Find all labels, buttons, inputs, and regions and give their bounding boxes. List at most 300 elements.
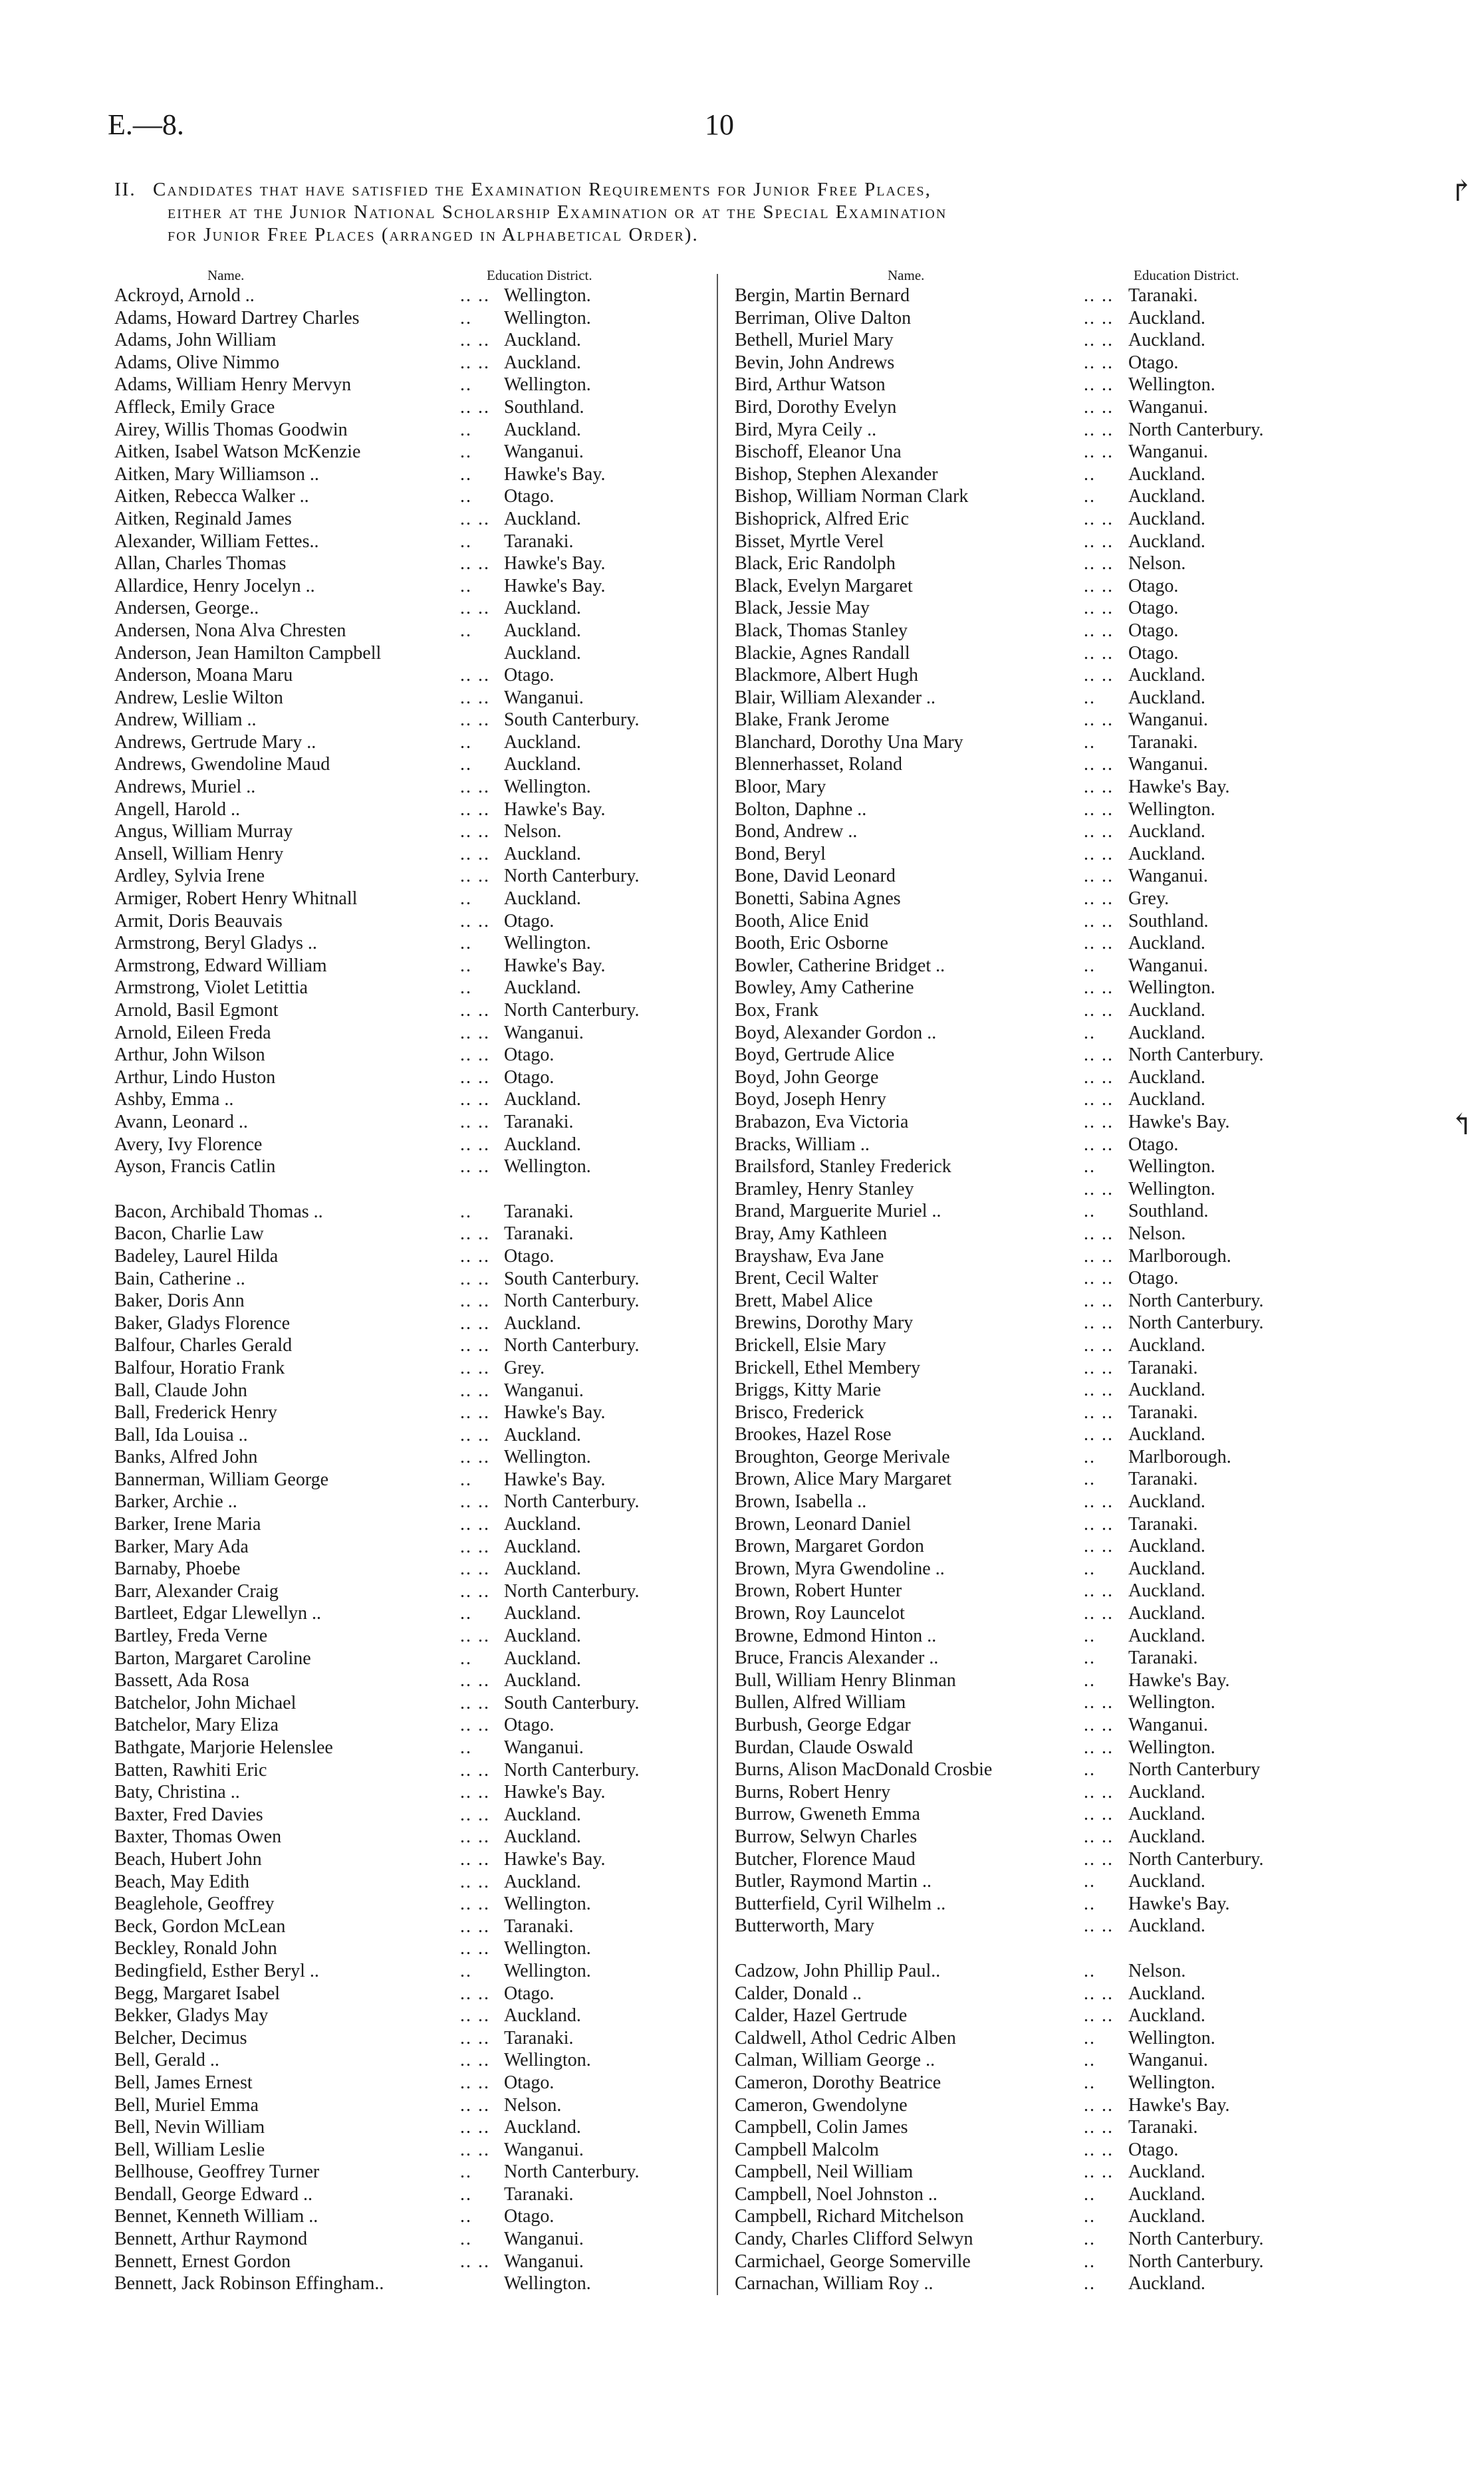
education-district: Auckland. — [504, 1089, 581, 1110]
candidate-row — [114, 753, 716, 776]
candidate-row — [721, 1647, 1360, 1669]
candidate-row — [721, 1022, 1360, 1045]
leader-dots: .. .. — [1084, 821, 1114, 842]
leader-dots: .. .. — [1084, 352, 1114, 373]
candidate-name: Brown, Myra Gwendoline .. — [735, 1558, 945, 1579]
leader-dots: .. .. — [1084, 1334, 1114, 1356]
leader-dots: .. .. — [460, 2050, 490, 2071]
education-district: Hawke's Bay. — [1128, 777, 1230, 798]
leader-dots: .. .. — [460, 1938, 490, 1959]
candidate-row — [114, 1290, 716, 1312]
education-district: Auckland. — [1128, 1603, 1205, 1624]
candidate-name: Andrews, Gertrude Mary .. — [114, 731, 316, 753]
education-district: Otago. — [1128, 620, 1179, 641]
candidate-row — [721, 1513, 1360, 1536]
candidate-row — [721, 1983, 1360, 2005]
candidate-row — [721, 553, 1360, 575]
leader-dots: .. .. — [460, 2072, 490, 2093]
candidate-row — [114, 2049, 716, 2072]
candidate-name: Bartleet, Edgar Llewellyn .. — [114, 1603, 321, 1624]
candidate-name: Bishop, Stephen Alexander — [735, 463, 938, 485]
leader-dots: .. — [1084, 2229, 1096, 2250]
leader-dots: .. — [460, 1648, 472, 1669]
education-district: Wanganui. — [1128, 866, 1208, 887]
candidate-row — [721, 1491, 1360, 1513]
candidate-row — [721, 1669, 1360, 1692]
leader-dots: .. .. — [1084, 285, 1114, 306]
education-district: Taranaki. — [504, 1111, 574, 1132]
leader-dots: .. — [460, 2161, 472, 2183]
education-district: Auckland. — [504, 2005, 581, 2027]
leader-dots: .. .. — [460, 553, 490, 574]
leader-dots: .. .. — [1084, 1826, 1114, 1847]
education-district: Wanganui. — [504, 1737, 584, 1758]
candidate-row — [721, 1423, 1360, 1446]
candidate-name: Brown, Roy Launcelot — [735, 1603, 905, 1624]
leader-dots: .. — [1084, 687, 1096, 708]
candidate-name: Brett, Mabel Alice — [735, 1290, 873, 1311]
education-district: North Canterbury. — [1128, 1848, 1264, 1870]
candidate-row — [114, 999, 716, 1022]
leader-dots: .. .. — [1084, 1045, 1114, 1066]
education-district: Otago. — [1128, 2139, 1179, 2160]
education-district: North Canterbury. — [1128, 419, 1264, 440]
candidate-name: Brisco, Frederick — [735, 1402, 864, 1423]
leader-dots: .. .. — [460, 821, 490, 842]
leader-dots: .. .. — [1084, 1089, 1114, 1110]
education-district: Auckland. — [1128, 1491, 1205, 1513]
education-district: North Canterbury. — [504, 1491, 640, 1513]
leader-dots: .. .. — [460, 1782, 490, 1803]
candidate-row — [721, 1558, 1360, 1580]
candidate-row — [114, 1134, 716, 1156]
leader-dots: .. .. — [1084, 2139, 1114, 2160]
column-divider — [717, 274, 718, 2295]
candidate-name: Calder, Donald .. — [735, 1983, 862, 2004]
education-district: Auckland. — [1128, 2183, 1205, 2205]
leader-dots: .. .. — [1084, 888, 1114, 910]
leader-dots: .. — [460, 754, 472, 775]
leader-dots: .. .. — [1084, 441, 1114, 463]
education-district: Wellington. — [1128, 1737, 1215, 1758]
candidate-row — [721, 2139, 1360, 2161]
candidate-name: Bracks, William .. — [735, 1134, 870, 1155]
candidate-name: Black, Eric Randolph — [735, 553, 896, 574]
candidate-row — [114, 1625, 716, 1648]
leader-dots: .. .. — [1084, 531, 1114, 552]
leader-dots: .. .. — [1084, 1223, 1114, 1244]
leader-dots: .. .. — [1084, 553, 1114, 574]
education-district: North Canterbury. — [1128, 1045, 1264, 1066]
leader-dots: .. .. — [1084, 396, 1114, 418]
candidate-name: Armiger, Robert Henry Whitnall — [114, 888, 358, 910]
candidate-row — [114, 2161, 716, 2183]
candidate-name: Carnachan, William Roy .. — [735, 2273, 933, 2294]
candidate-name: Anderson, Jean Hamilton Campbell — [114, 642, 382, 664]
candidate-name: Bowler, Catherine Bridget .. — [735, 955, 945, 976]
candidate-name: Brand, Marguerite Muriel .. — [735, 1201, 941, 1222]
candidate-name: Ashby, Emma .. — [114, 1089, 234, 1110]
candidate-row — [721, 753, 1360, 776]
heading-line-2: either at the Junior National Scholarship Examination or at the Special Examination — [168, 201, 947, 223]
leader-dots: .. .. — [460, 1692, 490, 1713]
candidate-name: Blackie, Agnes Randall — [735, 642, 910, 664]
candidate-name: Banks, Alfred John — [114, 1447, 258, 1468]
education-district: Wellington. — [1128, 2027, 1215, 2048]
education-district: Otago. — [504, 1045, 555, 1066]
education-district: Southland. — [1128, 1201, 1209, 1222]
candidate-row — [721, 955, 1360, 977]
leader-dots: .. — [460, 977, 472, 999]
leader-dots: .. .. — [1084, 933, 1114, 954]
candidate-row — [114, 2273, 716, 2295]
candidate-row — [721, 2205, 1360, 2228]
education-district: Auckland. — [1128, 1871, 1205, 1892]
right-column — [721, 267, 1360, 2295]
leader-dots: .. .. — [1084, 1603, 1114, 1624]
candidate-name: Blennerhasset, Roland — [735, 754, 902, 775]
candidate-row — [114, 1937, 716, 1960]
candidate-row — [114, 1334, 716, 1357]
leader-dots: .. — [460, 731, 472, 753]
candidate-name: Brown, Isabella .. — [735, 1491, 867, 1513]
education-district: Wellington. — [504, 1960, 591, 1981]
education-district: Otago. — [1128, 1268, 1179, 1289]
candidate-name: Bell, Muriel Emma — [114, 2094, 259, 2116]
leader-dots: .. — [1084, 2273, 1096, 2294]
leader-dots: .. .. — [1084, 307, 1114, 328]
candidate-row — [114, 664, 716, 687]
candidate-row — [721, 1960, 1360, 1983]
leader-dots: .. .. — [1084, 330, 1114, 351]
leader-dots: .. — [1084, 1960, 1096, 1981]
candidate-row — [721, 820, 1360, 843]
candidate-name: Balfour, Horatio Frank — [114, 1357, 285, 1378]
candidate-name: Bergin, Martin Bernard — [735, 285, 910, 306]
education-district: Hawke's Bay. — [504, 553, 606, 574]
candidate-row — [114, 1268, 716, 1291]
education-district: Taranaki. — [1128, 1469, 1198, 1490]
candidate-row — [114, 1848, 716, 1871]
leader-dots: .. .. — [460, 1759, 490, 1781]
candidate-name: Batchelor, Mary Eliza — [114, 1715, 279, 1736]
candidate-name: Avery, Ivy Florence — [114, 1134, 263, 1155]
education-district: Auckland. — [504, 1670, 581, 1691]
leader-dots: .. .. — [460, 1894, 490, 1915]
candidate-name: Ball, Ida Louisa .. — [114, 1424, 248, 1445]
candidate-row — [721, 441, 1360, 463]
candidate-row — [114, 865, 716, 888]
education-district: Auckland. — [504, 1134, 581, 1155]
candidate-name: Adams, John William — [114, 330, 277, 351]
candidate-name: Bishoprick, Alfred Eric — [735, 508, 910, 529]
candidate-row — [114, 1669, 716, 1692]
candidate-name: Burdan, Claude Oswald — [735, 1737, 914, 1758]
leader-dots: .. — [1084, 1201, 1096, 1222]
leader-dots: .. — [1084, 1625, 1096, 1646]
education-district: Wanganui. — [1128, 1715, 1208, 1735]
candidate-name: Campbell, Neil William — [735, 2161, 914, 2183]
education-district: North Canterbury. — [1128, 2251, 1264, 2272]
candidate-name: Barker, Mary Ada — [114, 1536, 249, 1557]
candidate-row — [721, 865, 1360, 888]
leader-dots: .. .. — [1084, 1915, 1114, 1937]
candidate-name: Burrow, Gweneth Emma — [735, 1804, 920, 1825]
education-district: Auckland. — [504, 330, 581, 351]
education-district: Auckland. — [1128, 821, 1205, 842]
candidate-row — [114, 1580, 716, 1603]
education-district: North Canterbury. — [504, 866, 640, 887]
candidate-name: Arnold, Basil Egmont — [114, 1000, 279, 1021]
candidate-name: Blackmore, Albert Hugh — [735, 665, 919, 686]
heading-line-3: for Junior Free Places (arranged in Alphabetical Order). — [168, 224, 699, 245]
candidate-row — [721, 1200, 1360, 1223]
candidate-name: Allardice, Henry Jocelyn .. — [114, 575, 315, 596]
education-district: Auckland. — [1128, 843, 1205, 864]
candidate-name: Baker, Doris Ann — [114, 1291, 245, 1312]
candidate-name: Airey, Willis Thomas Goodwin — [114, 419, 348, 440]
candidate-list-a — [114, 285, 716, 1178]
candidate-name: Berriman, Olive Dalton — [735, 307, 912, 328]
leader-dots: .. — [460, 1469, 472, 1490]
left-column — [114, 267, 716, 2295]
candidate-name: Ackroyd, Arnold .. — [114, 285, 255, 306]
education-district: Auckland. — [1128, 307, 1205, 328]
candidate-row — [721, 2183, 1360, 2206]
candidate-name: Bray, Amy Kathleen — [735, 1223, 888, 1244]
education-district: Grey. — [1128, 888, 1170, 910]
leader-dots: .. .. — [1084, 642, 1114, 664]
candidate-row — [721, 2161, 1360, 2183]
candidate-row — [721, 1468, 1360, 1491]
candidate-row — [721, 888, 1360, 910]
candidate-name: Butler, Raymond Martin .. — [735, 1871, 931, 1892]
candidate-name: Affleck, Emily Grace — [114, 396, 275, 418]
education-district: Otago. — [1128, 598, 1179, 619]
leader-dots: .. — [1084, 2183, 1096, 2205]
leader-dots: .. .. — [1084, 1245, 1114, 1267]
candidate-name: Boyd, Joseph Henry — [735, 1089, 886, 1110]
education-district: Taranaki. — [1128, 731, 1198, 753]
education-district: Wellington. — [1128, 799, 1215, 820]
margin-mark-top: ↱ — [1449, 175, 1474, 207]
candidate-row — [114, 1357, 716, 1380]
candidate-row — [721, 1602, 1360, 1625]
candidate-name: Bloor, Mary — [735, 777, 826, 798]
candidate-row — [114, 731, 716, 754]
leader-dots: .. — [1084, 731, 1096, 753]
candidate-row — [114, 1201, 716, 1223]
leader-dots: .. .. — [1084, 799, 1114, 820]
candidate-name: Andersen, George.. — [114, 598, 259, 619]
leader-dots: .. — [460, 620, 472, 641]
leader-dots: .. — [1084, 955, 1096, 976]
leader-dots: .. .. — [1084, 754, 1114, 775]
candidate-name: Bischoff, Eleanor Una — [735, 441, 902, 463]
leader-dots: .. — [460, 933, 472, 954]
education-district: Auckland. — [1128, 330, 1205, 351]
leader-dots: .. .. — [460, 1223, 490, 1245]
candidate-name: Avann, Leonard .. — [114, 1111, 248, 1132]
candidate-row — [114, 799, 716, 821]
leader-dots: .. — [1084, 2206, 1096, 2227]
candidate-name: Baker, Gladys Florence — [114, 1312, 291, 1334]
candidate-row — [721, 2005, 1360, 2027]
candidate-row — [721, 597, 1360, 620]
candidate-row — [721, 575, 1360, 598]
education-district: Taranaki. — [1128, 1513, 1198, 1535]
candidate-name: Bullen, Alfred William — [735, 1692, 906, 1713]
leader-dots: .. — [1084, 1893, 1096, 1914]
candidate-name: Bolton, Daphne .. — [735, 799, 867, 820]
education-district: Auckland. — [1128, 1804, 1205, 1825]
candidate-row — [114, 1781, 716, 1804]
education-district: Wanganui. — [504, 2229, 584, 2250]
candidate-row — [114, 1223, 716, 1245]
leader-dots: .. .. — [1084, 1580, 1114, 1602]
education-district: Otago. — [1128, 1134, 1179, 1155]
education-district: Wanganui. — [1128, 396, 1208, 418]
candidate-name: Beck, Gordon McLean — [114, 1915, 286, 1937]
leader-dots: .. .. — [460, 1291, 490, 1312]
education-district: Southland. — [504, 396, 584, 418]
leader-dots: .. — [1084, 2050, 1096, 2071]
candidate-row — [114, 1804, 716, 1826]
candidate-name: Barton, Margaret Caroline — [114, 1648, 311, 1669]
leader-dots: .. .. — [460, 1536, 490, 1557]
leader-dots: .. .. — [460, 1447, 490, 1468]
candidate-name: Armit, Doris Beauvais — [114, 910, 283, 931]
candidate-name: Bain, Catherine .. — [114, 1268, 245, 1289]
candidate-row — [721, 329, 1360, 352]
education-district: Southland. — [1128, 910, 1209, 931]
candidate-name: Butterworth, Mary — [735, 1915, 874, 1937]
education-district: Auckland. — [504, 1312, 581, 1334]
leader-dots: .. .. — [460, 665, 490, 686]
education-district: Otago. — [504, 1715, 555, 1736]
candidate-row — [721, 1915, 1360, 1937]
candidate-name: Ball, Frederick Henry — [114, 1402, 277, 1423]
candidate-row — [114, 1648, 716, 1670]
candidate-name: Blair, William Alexander .. — [735, 687, 936, 708]
candidate-name: Arthur, John Wilson — [114, 1045, 265, 1066]
candidate-name: Candy, Charles Clifford Selwyn — [735, 2229, 973, 2250]
candidate-row — [721, 1134, 1360, 1156]
candidate-name: Bevin, John Andrews — [735, 352, 895, 373]
leader-dots: .. .. — [1084, 1066, 1114, 1088]
education-district: Auckland. — [504, 1536, 581, 1557]
candidate-row — [114, 820, 716, 843]
candidate-name: Andrew, William .. — [114, 709, 257, 731]
candidate-row — [721, 932, 1360, 955]
candidate-row — [721, 2116, 1360, 2139]
education-district: Auckland. — [1128, 1558, 1205, 1579]
education-district: Auckland. — [1128, 1089, 1205, 1110]
candidate-row — [114, 1602, 716, 1625]
leader-dots: .. — [460, 374, 472, 396]
leader-dots: .. — [1084, 1446, 1096, 1467]
name-column-header: Name. — [888, 267, 925, 283]
candidate-row — [721, 1759, 1360, 1781]
leader-dots: .. .. — [460, 1066, 490, 1088]
candidate-row — [721, 1803, 1360, 1826]
candidate-row — [114, 1871, 716, 1894]
education-district: Auckland. — [504, 1804, 581, 1825]
leader-dots: .. .. — [460, 1804, 490, 1825]
candidate-name: Brabazon, Eva Victoria — [735, 1111, 909, 1132]
candidate-name: Calman, William George .. — [735, 2050, 935, 2071]
candidate-row — [114, 307, 716, 330]
candidate-name: Armstrong, Violet Letittia — [114, 977, 308, 999]
leader-dots: .. .. — [1084, 1134, 1114, 1155]
candidate-row — [114, 1022, 716, 1045]
candidate-row — [721, 1290, 1360, 1312]
leader-dots: .. .. — [460, 1089, 490, 1110]
candidate-list-b-continued — [721, 285, 1360, 1937]
candidate-row — [721, 843, 1360, 866]
leader-dots: .. .. — [1084, 1804, 1114, 1825]
education-district: North Canterbury. — [504, 1335, 640, 1356]
education-district: Auckland. — [1128, 2273, 1205, 2294]
left-column-header — [114, 267, 716, 285]
candidate-row — [114, 352, 716, 374]
candidate-row — [114, 642, 716, 665]
candidate-row — [721, 1178, 1360, 1201]
education-district: North Canterbury. — [1128, 1312, 1264, 1334]
education-district: Auckland. — [504, 1626, 581, 1647]
education-district: Wellington. — [504, 777, 591, 798]
education-district: North Canterbury. — [504, 1580, 640, 1602]
candidate-row — [721, 1714, 1360, 1737]
education-district: Taranaki. — [1128, 2117, 1198, 2138]
leader-dots: .. — [460, 955, 472, 976]
leader-dots: .. .. — [1084, 1380, 1114, 1401]
leader-dots: .. .. — [460, 1156, 490, 1177]
education-district: Otago. — [504, 1066, 555, 1088]
candidate-row — [114, 1156, 716, 1178]
candidate-row — [114, 597, 716, 620]
education-district: Wanganui. — [504, 441, 584, 463]
candidate-name: Bond, Beryl — [735, 843, 826, 864]
candidate-name: Burns, Robert Henry — [735, 1781, 891, 1802]
candidate-name: Campbell Malcolm — [735, 2139, 879, 2160]
leader-dots: .. .. — [460, 687, 490, 708]
education-district: Auckland. — [1128, 1983, 1205, 2004]
candidate-row — [721, 977, 1360, 999]
candidate-row — [114, 2228, 716, 2251]
candidate-name: Brown, Margaret Gordon — [735, 1536, 924, 1557]
leader-dots: .. — [460, 2206, 472, 2227]
education-district: Taranaki. — [1128, 1648, 1198, 1669]
candidate-name: Belcher, Decimus — [114, 2027, 247, 2048]
leader-dots: .. — [460, 307, 472, 328]
candidate-name: Bennett, Ernest Gordon — [114, 2251, 291, 2272]
candidate-row — [114, 1424, 716, 1447]
candidate-row — [114, 843, 716, 866]
candidate-row — [721, 463, 1360, 486]
leader-dots: .. — [460, 463, 472, 485]
leader-dots: .. .. — [1084, 843, 1114, 864]
candidate-row — [114, 955, 716, 977]
education-district: Hawke's Bay. — [504, 1469, 606, 1490]
leader-dots: .. .. — [460, 1357, 490, 1378]
candidate-row — [114, 1088, 716, 1111]
leader-dots: .. .. — [1084, 2117, 1114, 2138]
education-district: Otago. — [1128, 575, 1179, 596]
candidate-name: Adams, Olive Nimmo — [114, 352, 280, 373]
education-district: Auckland. — [1128, 2161, 1205, 2183]
leader-dots: .. .. — [1084, 1424, 1114, 1445]
